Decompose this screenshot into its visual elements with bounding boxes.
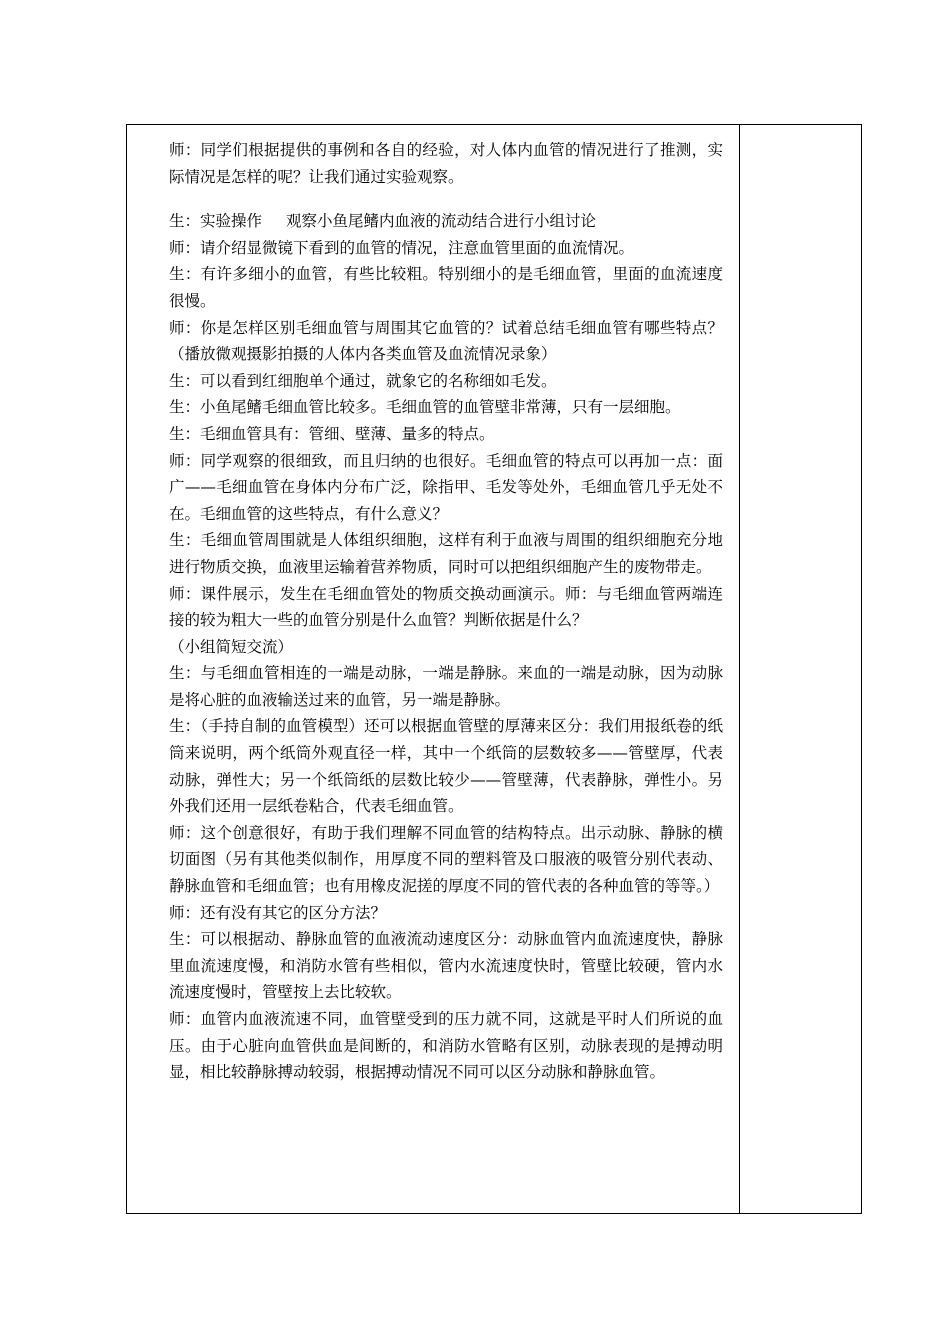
paragraph: 师：这个创意很好，有助于我们理解不同血管的结构特点。出示动脉、静脉的横切面图（另有其他类似制作，用厚度不同的塑料管及口服液的吸管分别代表动、静脉血管和毛细血管；也有用橡皮泥搓的厚度不同的管代表的各种血管的等等。）	[169, 823, 723, 896]
paragraph: 生：与毛细血管相连的一端是动脉，一端是静脉。来血的一端是动脉，因为动脉是将心脏的血液输送过来的血管，另一端是静脉。	[169, 664, 723, 709]
paragraph: 师：还有没有其它的区分方法？	[169, 903, 387, 922]
paragraph-part: 观察小鱼尾鳍内血液的流动结合进行小组讨论	[286, 212, 597, 231]
paragraph: 师：请介绍显微镜下看到的血管的情况，注意血管里面的血流情况。	[169, 238, 635, 257]
paragraph: （小组简短交流）	[169, 637, 294, 656]
paragraph: 生：毛细血管具有：管细、壁薄、量多的特点。	[169, 424, 495, 443]
paragraph: 师：你是怎样区别毛细血管与周围其它血管的？试着总结毛细血管有哪些特点？（播放微观摄影拍摄的人体内各类血管及血流情况录象）	[169, 318, 723, 364]
paragraph-part: 生：实验操作	[169, 212, 263, 231]
paragraph: 生：（手持自制的血管模型）还可以根据血管壁的厚薄来区分：我们用报纸卷的纸筒来说明，两个纸筒外观直径一样，其中一个纸筒的层数较多——管壁厚，代表动脉，弹性大；另一个纸筒纸的层数比较少——管壁薄，代表静脉，弹性小。另外我们还用一层纸卷粘合，代表毛细血管。	[169, 717, 723, 816]
paragraph-gap	[169, 190, 723, 208]
paragraph: 生：小鱼尾鳍毛细血管比较多。毛细血管的血管壁非常薄，只有一层细胞。	[169, 398, 681, 417]
paragraph: 师：血管内血液流速不同，血管壁受到的压力就不同，这就是平时人们所说的血压。由于心脏向血管供血是间断的，和消防水管略有区别，动脉表现的是搏动明显，相比较静脉搏动较弱，根据搏动情况不同可以区分动脉和静脉血管。	[169, 1010, 723, 1082]
paragraph: 师：课件展示，发生在毛细血管处的物质交换动画演示。师：与毛细血管两端连接的较为粗大一些的血管分别是什么血管？判断依据是什么？	[169, 584, 723, 630]
paragraph: 师：同学们根据提供的事例和各自的经验，对人体内血管的情况进行了推测，实际情况是怎样的呢？让我们通过实验观察。	[169, 141, 723, 186]
paragraph: 师：同学观察的很细致，而且归纳的也很好。毛细血管的特点可以再加一点：面广——毛细血管在身体内分布广泛，除指甲、毛发等处外，毛细血管几乎无处不在。毛细血管的这些特点，有什么意义？	[169, 451, 723, 523]
paragraph: 生：有许多细小的血管，有些比较粗。特别细小的是毛细血管，里面的血流速度很慢。	[169, 265, 723, 310]
paragraph: 生：毛细血管周围就是人体组织细胞，这样有利于血液与周围的组织细胞充分地进行物质交换，血液里运输着营养物质，同时可以把组织细胞产生的废物带走。	[169, 531, 723, 576]
lesson-table	[126, 124, 862, 1214]
paragraph: 生：可以根据动、静脉血管的血液流动速度区分：动脉血管内血流速度快，静脉里血流速度慢，和消防水管有些相似，管内水流速度快时，管壁比较硬，管内水流速度慢时，管壁按上去比较软。	[169, 930, 723, 1002]
column-divider	[739, 125, 740, 1213]
paragraph: 生：可以看到红细胞单个通过，就象它的名称细如毛发。	[169, 371, 557, 390]
lesson-content	[169, 137, 723, 1086]
paragraph	[169, 208, 723, 235]
